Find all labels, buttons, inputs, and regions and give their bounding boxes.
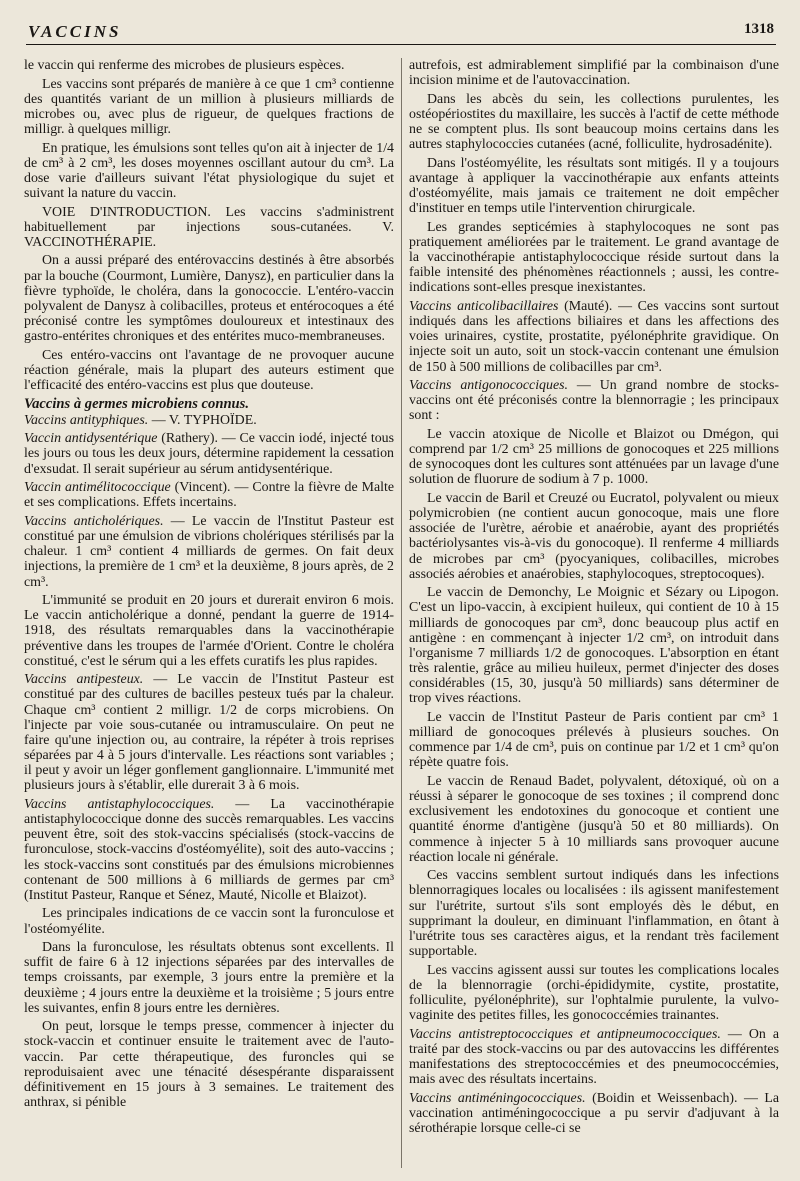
text-column-right [409,58,779,1173]
text-column-left [24,58,394,1173]
paragraph-lead-term: Vaccins antistreptococciques et antipneumococciques. [409,1026,721,1042]
paragraph-lead-term: Vaccins antigonococciques. [409,378,568,394]
paragraph-text: Dans l'ostéomyélite, les résultats sont mitigés. Il y a toujours avantage à appliquer la vaccinothérapie aux enfants atteints d'ostéomyélite, mais jamais ce traitement ne doit empêcher d'instituer en temps utile l'intervention chirurgicale. [409,155,779,217]
paragraph [24,253,394,344]
paragraph-text: — Un grand nombre de stocks-vaccins ont été préconisés contre la blennorragie ; les principaux sont : [409,378,779,424]
paragraph-text: Dans les abcès du sein, les collections purulentes, les ostéopériostites du maxillaire, les succès à l'actif de cette méthode ne se comptent plus. Ils sont beaucoup moins certains dans les autres staphylococcies cutanées (acné, folliculite, hydrosadénite). [409,91,779,153]
header-rule [26,44,776,45]
paragraph [24,672,394,793]
paragraph [409,92,779,153]
paragraph [409,710,779,771]
paragraph-text: Le vaccin atoxique de Nicolle et Blaizot ou Dmégon, qui comprend par 1/2 cm³ 25 millions de gonocoques et 225 millions de synocoques dont les cultures sont atténuées par un lavage d'une solution de fluorure de sodium à 7 p. 1000. [409,426,779,488]
paragraph-text: autrefois, est admirablement simplifié par la combinaison d'une incision minime et de l'autovaccination. [409,58,779,89]
section-heading: Vaccins à germes microbiens connus. [24,395,250,412]
paragraph [24,797,394,903]
paragraph [24,431,394,476]
paragraph-text: le vaccin qui renferme des microbes de plusieurs espèces. [24,58,345,73]
paragraph [24,906,394,936]
paragraph [409,868,779,959]
paragraph [409,1027,779,1088]
paragraph [24,348,394,393]
paragraph-lead-term: Vaccins antistaphylococciques. [24,796,215,812]
paragraph [409,156,779,217]
paragraph-text: (Boidin et Weissenbach). — La vaccination antiméningococcique a pu servir d'adjuvant à la sérothérapie lorsque celle-ci se [409,1090,779,1136]
paragraph-lead-term: Vaccins antiméningococciques. [409,1090,586,1106]
running-head-title: VACCINS [28,22,122,41]
page-number: 1318 [744,21,774,37]
paragraph [24,1019,394,1110]
paragraph-text: — On a traité par des stock-vaccins ou par des autovaccins les différentes manifestations des streptococcémies et des pneumococcémies, mais avec des résultats incertains. [409,1026,779,1088]
paragraph [24,480,394,510]
paragraph [409,220,779,296]
paragraph [24,940,394,1016]
paragraph-lead-term: Vaccins antityphiques. [24,412,149,428]
paragraph [409,378,779,423]
paragraph-text: Le vaccin de Demonchy, Le Moignic et Sézary ou Lipogon. C'est un lipo-vaccin, à excipient huileux, qui contient de 10 à 15 milliards de gonocoques par cm³, donc beaucoup plus actif en antigène : en commençant à injecter 1/2 cm³, on introduit dans l'organisme 7 milliards 1/2 de gonocoques. L'absorption en étant très ralentie, grâce au milieu huileux, permet d'injecter des doses considérables (15, 30, jusqu'à 50 milliards) sans déterminer de trop vives réactions. [409,585,779,707]
paragraph [409,963,779,1024]
paragraph-text: Ces vaccins semblent surtout indiqués dans les infections blennorragiques locales ou localisées : ils agissent manifestement sur l'urétrite, surtout s'ils sont employés dès le début, en supprimant la douleur, en diminuant l'inflammation, en ôtant à l'urétrite tous ses caractères aigus, et la rendant très facilement supportable. [409,868,779,960]
paragraph-lead-term: Vaccin antidysentérique [24,431,158,447]
column-divider [401,58,402,1168]
paragraph-text: Les grandes septicémies à staphylocoques ne sont pas pratiquement améliorées par le traitement. Le grand avantage de la vaccinothérapie antistaphylococcique réside surtout dans la faible intensité des phénomènes réactionnels ; aussi, les contre-indications sont-elles presque inexistantes. [409,219,779,296]
paragraph-lead-term: Vaccin antimélitococcique [24,480,171,496]
paragraph-text: Le vaccin de l'Institut Pasteur de Paris contient par cm³ 1 milliard de gonocoques prélevés à plusieurs souches. On commence par 1/4 de cm³, puis on continue par 1/2 et 1 cm³ qu'on répète quatre fois. [409,709,779,771]
paragraph [24,205,394,250]
paragraph-text: (Mauté). — Ces vaccins sont surtout indiqués dans les affections biliaires et dans les affections des voies urinaires, cystite, prostatite, pyélonéphrite gravidique. On injecte soit un auto, soit un stock-vaccin contenant une émulsion de 150 à 500 millions de colibacilles par cm³. [409,298,779,375]
paragraph-text: — La vaccinothérapie antistaphylococcique donne des succès remarquables. Les vaccins peuvent être, soit des stok-vaccins spécialisés (stock-vaccins de furonculose, stock-vaccins d'ostéomyélite), soit des auto-vaccins ; les stock-vaccins sont constitués par des émulsions microbiennes contenant de 500 millions à 6 milliards de germes par cm³ (Institut Pasteur, Ranque et Sénez, Mauté, Nicolle et Blaizot). [24,796,394,903]
paragraph-text: — V. TYPHOÏDE. [148,412,257,428]
paragraph-text: (Rathery). — Ce vaccin iodé, injecté tous les jours ou tous les deux jours, détermine rapidement la cessation d'exsudat. Il serait supérieur au sérum antidysentérique. [24,431,394,477]
paragraph-text: Ces entéro-vaccins ont l'avantage de ne provoquer aucune réaction générale, mais la plupart des auteurs estiment que l'efficacité des entéro-vaccins est plus que douteuse. [24,347,394,394]
paragraph-text: Les principales indications de ce vaccin sont la furonculose et l'ostéomyélite. [24,906,394,937]
paragraph-text: — Le vaccin de l'Institut Pasteur est constitué par des cultures de bacilles pesteux tués par la chaleur. Chaque cm³ contient 2 milligr. 1/2 de corps microbiens. On l'injecte par voie sous-cutanée ou intramusculaire. On peut ne faire qu'une injection ou, au contraire, la répéter à trois reprises séparées par 4 à 5 jours d'intervalle. Les réactions sont variables ; il peut y avoir un léger gonflement ganglionnaire. L'immunité met plusieurs jours à s'établir, elle durerait 3 à 6 mois. [24,672,394,794]
paragraph [409,1091,779,1136]
paragraph-text: On peut, lorsque le temps presse, commencer à injecter du stock-vaccin et continuer ensuite le traitement avec de l'auto-vaccin. Par cette thérapeutique, des furoncles qui se reproduisaient avec une ténacité désespérante disparaissent définitivement en 15 jours à 3 semaines. Le traitement des anthrax, si pénible [24,1019,394,1111]
paragraph [24,593,394,669]
paragraph [409,427,779,488]
paragraph [24,141,394,202]
paragraph-text: (Vincent). — Contre la fièvre de Malte et ses complications. Effets incertains. [24,480,394,511]
paragraph-text: L'immunité se produit en 20 jours et durerait environ 6 mois. Le vaccin anticholérique a donné, pendant la guerre de 1914-1918, des résultats remarquables dans la vaccinothérapie préventive dans les troupes de l'armée d'Orient. Contre le choléra constitué, c'est le sérum qui a les effets curatifs les plus rapides. [24,593,394,669]
paragraph-text: Les vaccins agissent aussi sur toutes les complications locales de la blennorragie (orchi-épididymite, cystite, prostatite, folliculite, pyélonéphrite), sur l'ophtalmie purulente, la vulvo-vaginite des petites filles, les gonococcémies trainantes. [409,962,779,1024]
paragraph [409,491,779,582]
paragraph-text: Les vaccins sont préparés de manière à ce que 1 cm³ contienne des quantités variant de un million à plusieurs milliards de microbes ou, avec plus de rigueur, de quelques fractions de milligr. à quelques milligr. [24,76,394,138]
paragraph-lead-term: Vaccins anticolibacillaires [409,298,559,314]
paragraph [24,77,394,138]
paragraph-text: On a aussi préparé des entérovaccins destinés à être absorbés par la bouche (Courmont, Lumière, Danysz), en particulier dans la fièvre typhoïde, le choléra, dans la gonococcie. L'entéro-vaccin polyvalent de Danysz à colibacilles, proteus et entérocoques a été préconisé contre les symptômes douloureux et intestinaux des gastro-entérites chroniques et des entérites muco-membraneuses. [24,253,394,345]
paragraph [24,514,394,590]
paragraph-lead-term: Vaccins antipesteux. [24,672,144,688]
paragraph-text: — Le vaccin de l'Institut Pasteur est constitué par une émulsion de vibrions cholériques stérilisés par la chaleur. 1 cm³ contient 4 milliards de germes. On fait deux injections, la première de 1 cm³ et la deuxième, 8 jours après, de 2 cm³. [24,513,394,590]
paragraph-text: Le vaccin de Renaud Badet, polyvalent, détoxiqué, où on a réussi à séparer le gonocoque de ses toxines ; il comprend donc exclusivement les endotoxines du gonocoque et contient une quantité énorme d'antigène (jusqu'à 50 et 80 milliards). On commence à injecter 5 à 10 milliards sans provoquer aucune réaction locale ni générale. [409,773,779,865]
paragraph-lead-term: Vaccins anticholériques. [24,513,164,529]
paragraph [409,585,779,706]
paragraph [409,299,779,375]
paragraph [409,58,779,88]
paragraph [24,413,394,428]
paragraph [24,58,394,73]
paragraph [409,774,779,865]
paragraph-text: Dans la furonculose, les résultats obtenus sont excellents. Il suffit de faire 6 à 12 injections séparées par des intervalles de temps croissants, par exemple, 3 jours entre la première et la deuxième ; 4 jours entre la deuxième et la troisième ; 5 jours entre les suivantes, enfin 8 jours entre les dernières. [24,940,394,1016]
paragraph-text: En pratique, les émulsions sont telles qu'on ait à injecter de 1/4 de cm³ à 2 cm³, les doses moyennes oscillant autour du cm³. La dose varie d'ailleurs suivant l'état physiologique du sujet et suivant la nature du vaccin. [24,140,394,202]
paragraph-text: VOIE D'INTRODUCTION. Les vaccins s'administrent habituellement par injections sous-cutanées. V. VACCINOTHÉRAPIE. [24,204,394,250]
paragraph-text: Le vaccin de Baril et Creuzé ou Eucratol, polyvalent ou mieux polymicrobien (ne contient aucun gonocoque, mais une flore associée de l'urètre, aérobie et anaérobie, ayant des propriétés bactériolysantes vis-à-vis du gonocoque). Il renferme 4 milliards de microbes par cm³ (pyocyaniques, colibacilles, microbes associés aérobies et anaérobies, staphylocoques, streptocoques). [409,490,779,582]
